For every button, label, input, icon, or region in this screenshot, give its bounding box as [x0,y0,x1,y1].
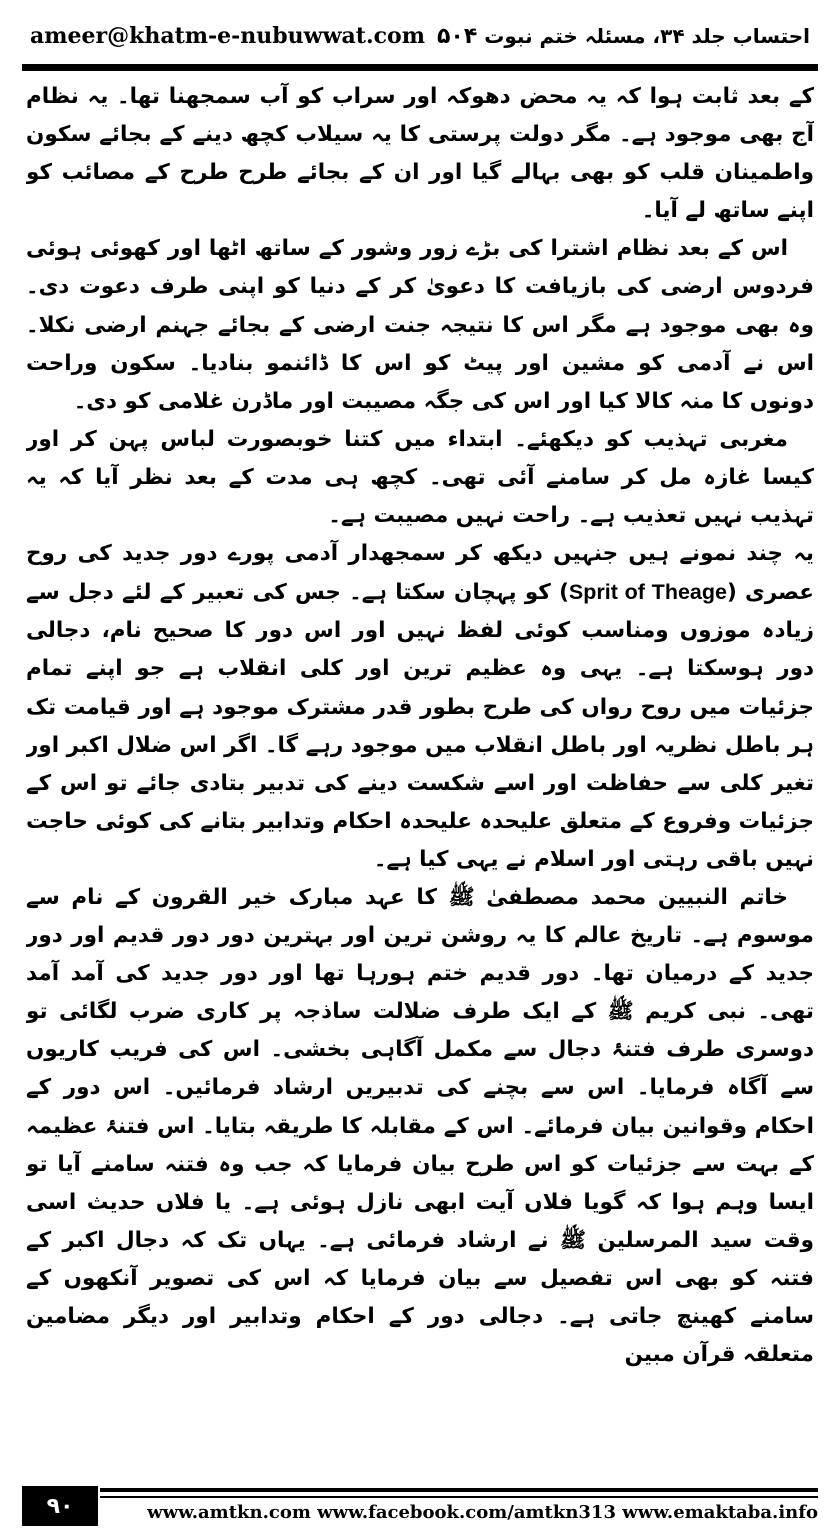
paragraph-4-rest: ) کو پہچان سکتا ہے۔ جس کی تعبیر کے لئے دجل سے زیادہ موزوں ومناسب کوئی لفظ نہیں اور اس دور کا صحیح نام، دجالی دور ہوسکتا ہے۔ یہی وہ عظیم ترین اور کلی انقلاب ہے جو اپنے تمام جزئیات میں روح رواں کی طرح بطور قدر مشترک موجود ہے اور قیامت تک ہر باطل نظریہ اور باطل انقلاب میں موجود رہے گا۔ اگر اس ضلال اکبر اور تغیر کلی سے حفاظت اور اسے شکست دینے کی تدبیر بتادی جائے تو اس کے جزئیات وفروع کے متعلق علیحدہ علیحدہ احکام وتدابیر بتانے کی کوئی حاجت نہیں باقی رہتی اور اسلام نے یہی کیا ہے۔ [26,580,814,872]
header-email[interactable]: ameer@khatm-e-nubuwwat.com [30,23,425,49]
footer-page-number: ۹۰ [22,1486,98,1526]
header-left [30,23,477,49]
header-page-number: ۵۰۴ [436,23,478,49]
paragraph-3: مغربی تہذیب کو دیکھئے۔ ابتداء میں کتنا خوبصورت لباس پہن کر اور کیسا غازہ مل کر سامنے آئی تھی۔ کچھ ہی مدت کے بعد نظر آیا کہ یہ تہذیب نہیں تعذیب ہے۔ راحت نہیں مصیبت ہے۔ [26,426,814,529]
english-phrase: Sprit of Theage [568,580,727,605]
footer-links[interactable]: www.amtkn.com www.facebook.com/amtkn313 www.emaktaba.info [147,1502,818,1523]
paragraph-4 [26,535,814,879]
footer-rule-thin [100,1496,818,1498]
running-title: احتساب جلد ۳۴، مسئلہ ختم نبوت [484,24,810,48]
footer-rule-thick [100,1488,818,1492]
paragraph-2: اس کے بعد نظام اشترا کی بڑے زور وشور کے ساتھ اٹھا اور کھوئی ہوئی فردوس ارضی کی بازیافت کا دعویٰ کر کے دنیا کو اپنی طرف دعوت دی۔ وہ بھی موجود ہے مگر اس کا نتیجہ جنت ارضی کے بجائے جہنم ارضی نکلا۔ اس نے آدمی کو مشین اور پیٹ کو اس کا ڈائنمو بنادیا۔ سکون وراحت دونوں کا منہ کالا کیا اور اس کی جگہ مصیبت اور ماڈرن غلامی کو دی۔ [26,236,814,414]
paragraph-1: کے بعد ثابت ہوا کہ یہ محض دھوکہ اور سراب کو آب سمجھنا تھا۔ یہ نظام آج بھی موجود ہے۔ مگر دولت پرستی کا یہ سیلاب کچھ دینے کے بجائے سکون واطمینان قلب کو بھی بہالے گیا اور ان کے بجائے طرح طرح کے مصائب کو اپنے ساتھ لے آیا۔ [26,84,814,224]
article-body [26,78,814,1478]
paragraph-5: خاتم النبیین محمد مصطفیٰ ﷺ کا عہد مبارک خیر القرون کے نام سے موسوم ہے۔ تاریخ عالم کا یہ روشن ترین اور بہترین دور دور قدیم اور دور جدید کے درمیان تھا۔ دور قدیم ختم ہورہا تھا اور دور جدید کی آمد آمد تھی۔ نبی کریم ﷺ کے ایک طرف ضلالت ساذجہ پر کاری ضرب لگائی تو دوسری طرف فتنۂ دجال سے مکمل آگاہی بخشی۔ اس کی فریب کاریوں سے آگاہ فرمایا۔ اس سے بچنے کی تدبیریں ارشاد فرمائیں۔ اس دور کے احکام وقوانین بیان فرمائے۔ اس کے مقابلہ کا طریقہ بتایا۔ اس فتنۂ عظیمہ کے بہت سے جزئیات کو اس طرح بیان فرمایا کہ جب وہ فتنہ سامنے آیا تو ایسا وہم ہوا کہ گویا فلاں آیت ابھی نازل ہوئی ہے۔ یا فلاں حدیث اسی وقت سید المرسلین ﷺ نے ارشاد فرمائی ہے۔ یہاں تک کہ دجال اکبر کے فتنہ کو بھی اس تفصیل سے بیان فرمایا کہ اس کی تصویر آنکھوں کے سامنے کھینچ جاتی ہے۔ دجالی دور کے احکام وتدابیر اور دیگر مضامین متعلقہ قرآن مبین [26,884,814,1368]
page-header [30,14,810,58]
header-rule [22,64,818,71]
paragraph-4-start: یہ چند نمونے ہیں جنہیں دیکھ کر سمجھدار آدمی پورے دور جدید کی روح عصری ( [26,541,814,606]
